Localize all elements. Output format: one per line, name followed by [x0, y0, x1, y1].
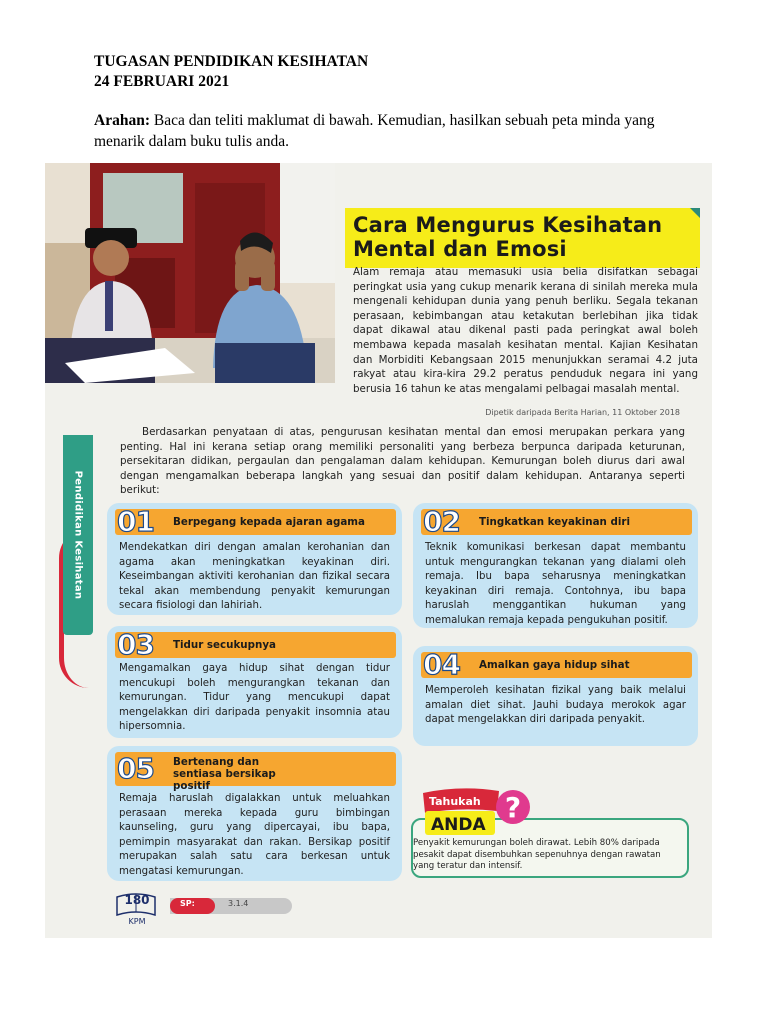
step-title: Bertenang dan sentiasa bersikap positif	[173, 756, 276, 792]
step-header	[115, 752, 396, 792]
anda-label: ANDA	[431, 815, 486, 835]
sp-label: SP:	[180, 899, 195, 908]
step-number: 03	[117, 628, 154, 661]
step-title: Amalkan gaya hidup sihat	[479, 659, 630, 671]
step-body: Remaja haruslah digalakkan untuk meluahkan perasaan mereka kepada guru bimbingan kaunseling, guru yang dipercayai, ibu bapa, pemimpin masyarakat dan rakan. Bersikap positif merupakan salah satu cara berkesan untuk mengatasi kemurungan.	[119, 793, 390, 877]
counselling-photo	[45, 163, 335, 383]
step-number: 02	[423, 505, 460, 538]
side-tab	[63, 435, 93, 635]
sp-value: 3.1.4	[228, 899, 249, 908]
title-corner-decoration	[690, 208, 700, 218]
step-body: Teknik komunikasi berkesan dapat membantu untuk mengurangkan tekanan yang dialami oleh remaja. Ibu bapa seharusnya meningkatkan keyakinan diri remaja. Contohnya, ibu bapa haruslah menggantikan hukuman yang memalukan remaja kepada pengukuhan positif.	[425, 542, 686, 626]
section-title-line1: Cara Mengurus Kesihatan	[353, 213, 663, 237]
instruction-text: Baca dan teliti maklumat di bawah. Kemudian, hasilkan sebuah peta minda yang menarik dalam buku tulis anda.	[94, 112, 655, 150]
step-card-04	[413, 646, 698, 746]
tahukah-label: Tahukah	[429, 795, 481, 808]
step-title: Tidur secukupnya	[173, 639, 277, 651]
instruction-label: Arahan:	[94, 112, 150, 129]
section-title-box	[345, 208, 700, 268]
instruction	[94, 110, 694, 152]
photo-illustration	[45, 163, 335, 383]
section-title-line2: Mental dan Emosi	[353, 237, 567, 261]
document-header	[94, 52, 714, 92]
page-number: 180	[124, 893, 150, 907]
intro-text: Alam remaja atau memasuki usia belia disifatkan sebagai peringkat usia yang cukup menarik kerana di sinilah mereka mula mengenali kehidupan dunia yang penuh berliku. Segala tekanan perasaan, kebimbangan atau ketakutan berlebihan jika tidak dapat dikawal atau dikenal pasti pada peringkat awal boleh membawa kepada masalah kesihatan mental. Kajian Kesihatan dan Morbiditi Kebangsaan 2015 menunjukkan seramai 4.2 juta rakyat atau kira-kira 29.2 peratus penduduk negara ini yang berusia 16 tahun ke atas mengalami pelbagai masalah mental.	[353, 266, 698, 395]
step-card-03	[107, 626, 402, 738]
step-body: Mengamalkan gaya hidup sihat dengan tidur mencukupi boleh mengurangkan tekanan dan kemurungan. Tidur yang mencukupi dapat mengelakkan diri daripada penyakit insomnia atau hipersomnia.	[119, 663, 390, 733]
assignment-title: TUGASAN PENDIDIKAN KESIHATAN	[94, 53, 369, 70]
step-title: Berpegang kepada ajaran agama	[173, 516, 365, 528]
step-header	[115, 505, 396, 538]
step-header	[421, 505, 692, 538]
step-body: Mendekatkan diri dengan amalan kerohanian dan agama akan meningkatkan keyakinan diri. Keseimbangan aktiviti kerohanian dan fizikal secara tekal akan membendung penyakit kemurungan secara fisiologi dan lahiriah.	[119, 542, 390, 612]
publisher-label: KPM	[128, 917, 146, 926]
step-body: Memperoleh kesihatan fizikal yang baik melalui amalan diet sihat. Jauhi budaya merokok agar dapat mengelakkan diri daripada penyakit.	[425, 685, 686, 726]
did-you-know-badge	[421, 785, 531, 837]
step-number: 05	[117, 752, 154, 785]
step-card-01	[107, 503, 402, 615]
step-number: 04	[423, 648, 460, 681]
textbook-page	[45, 163, 712, 938]
body-paragraph: Berdasarkan penyataan di atas, pengurusan kesihatan mental dan emosi merupakan perkara yang penting. Hal ini kerana setiap orang memiliki personaliti yang berbeza berpunca daripada keturunan, persekitaran didikan, pergaulan dan pengalaman dalam kehidupan. Kemurungan boleh diurus dari awal dengan mengamalkan beberapa langkah yang sesuai dan positif dalam kehidupan. Antaranya seperti berikut:	[120, 426, 685, 497]
step-number: 01	[117, 505, 154, 538]
step-header	[421, 648, 692, 681]
step-card-02	[413, 503, 698, 628]
step-title: Tingkatkan keyakinan diri	[479, 516, 630, 528]
assignment-date: 24 FEBRUARI 2021	[94, 73, 230, 90]
source-citation: Dipetik daripada Berita Harian, 11 Oktober 2018	[485, 408, 680, 417]
step-card-05	[107, 746, 402, 881]
did-you-know-text: Penyakit kemurungan boleh dirawat. Lebih 80% daripada pesakit dapat disembuhkan sepenuhnya dengan rawatan yang teratur dan intensif.	[413, 838, 661, 871]
step-header	[115, 628, 396, 661]
question-mark-icon: ?	[504, 791, 522, 824]
side-tab-label: Pendidikan Kesihatan	[72, 470, 84, 600]
